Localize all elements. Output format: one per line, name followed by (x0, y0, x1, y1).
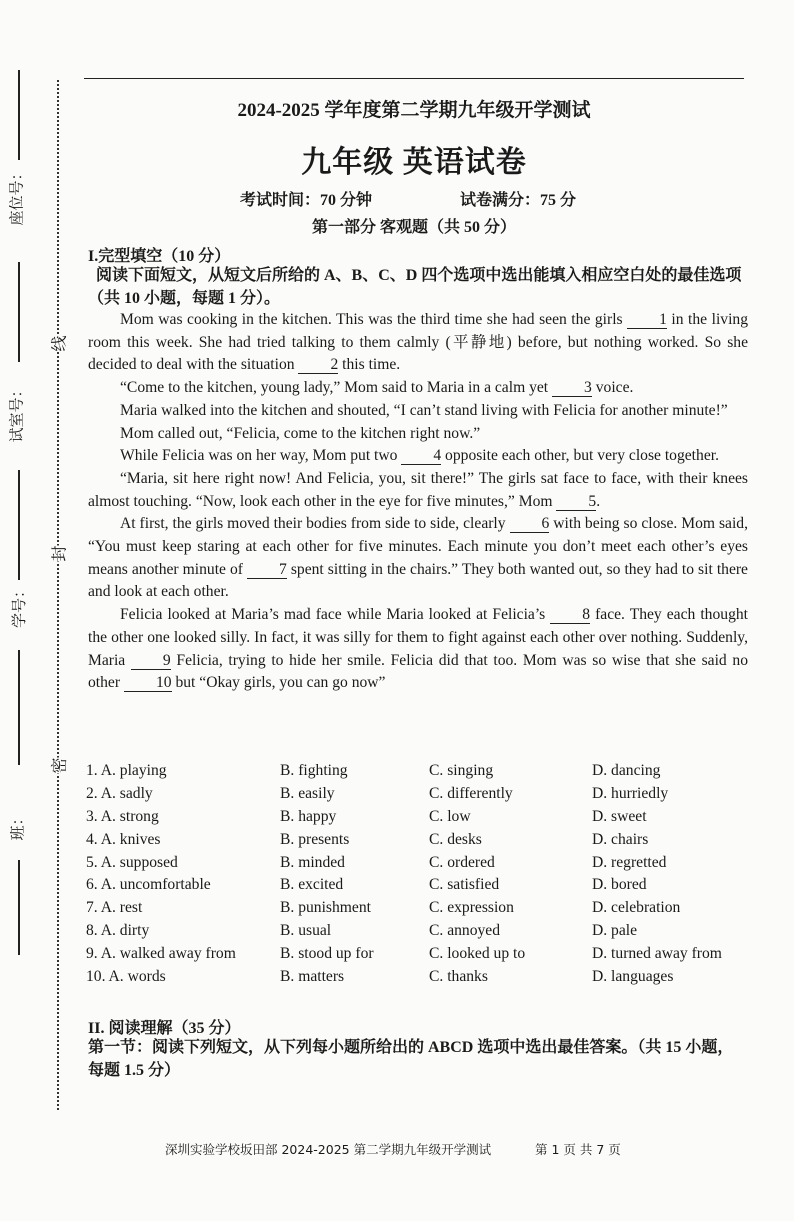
option-a: 10. A. words (86, 967, 166, 985)
option-b: B. fighting (280, 762, 348, 780)
paragraph: Mom was cooking in the kitchen. This was the third time she had seen the girls 1 in the living room this week. She had tried talking to them calmly (平静地) before, but nothing worked. So she decided to deal with the situation 2 this time. (88, 311, 749, 374)
exam-score: 试卷满分：75 分 (460, 192, 577, 209)
blank-4: 4 (401, 447, 441, 465)
blank-6: 6 (510, 515, 550, 533)
class-label: 班： (10, 810, 27, 841)
option-a: 9. A. walked away from (86, 944, 236, 962)
margin-line (18, 650, 20, 765)
option-b: B. easily (280, 785, 335, 803)
option-d: D. bored (592, 876, 647, 894)
option-a: 8. A. dirty (86, 921, 150, 939)
option-b: B. presents (280, 830, 350, 848)
option-b: B. matters (280, 967, 345, 985)
option-d: D. sweet (592, 807, 647, 825)
option-row (86, 897, 756, 920)
part-heading: 第一部分 客观题（共 50 分） (311, 219, 516, 236)
option-b: B. usual (280, 921, 332, 939)
paragraph: Mom called out, “Felicia, come to the kitchen right now.” (120, 424, 481, 442)
option-a: 6. A. uncomfortable (86, 876, 211, 894)
blank-2: 2 (298, 356, 338, 374)
binding-margin (0, 0, 70, 1221)
section1-heading: I.完型填空（10 分） (88, 248, 231, 265)
option-c: C. thanks (429, 967, 488, 985)
footer-school: 深圳实验学校坂田部 2024-2025 第二学期九年级开学测试 (165, 1142, 492, 1157)
binding-dotted-line (57, 80, 59, 1110)
cloze-passage (88, 309, 748, 695)
blank-1: 1 (627, 311, 667, 329)
option-c: C. desks (429, 830, 482, 848)
option-d: D. languages (592, 967, 674, 985)
options-list (86, 760, 756, 988)
option-b: B. punishment (280, 899, 371, 917)
section2-instruction: 第一节：阅读下列短文，从下列每小题所给出的 ABCD 选项中选出最佳答案。（共 15 小题，每题 1.5 分） (88, 1039, 734, 1079)
seat-label: 座位号： (9, 165, 26, 226)
section2-heading: II. 阅读理解（35 分） (88, 1020, 241, 1037)
paragraph: “Maria, sit here right now! And Felicia, you, sit there!” The girls sat face to face, with their knees almost touching. “Now, look each other in the eye for five minutes,” Mom 5. (88, 469, 748, 510)
blank-5: 5 (556, 493, 596, 511)
option-a: 2. A. sadly (86, 785, 153, 803)
option-a: 5. A. supposed (86, 853, 178, 871)
option-c: C. singing (429, 762, 494, 780)
paragraph: Maria walked into the kitchen and shouted, “I can’t stand living with Felicia for another minute!” (120, 401, 728, 419)
option-c: C. looked up to (429, 944, 526, 962)
option-row (86, 851, 756, 874)
paragraph: While Felicia was on her way, Mom put two 4 opposite each other, but very close together. (120, 447, 719, 465)
exam-time: 考试时间：70 分钟 (240, 192, 373, 209)
option-c: C. ordered (429, 853, 495, 871)
option-d: D. hurriedly (592, 785, 669, 803)
exam-title: 2024-2025 学年度第二学期九年级开学测试 (237, 100, 591, 121)
option-c: C. satisfied (429, 876, 500, 894)
option-c: C. expression (429, 899, 514, 917)
paragraph: “Come to the kitchen, young lady,” Mom said to Maria in a calm yet 3 voice. (120, 379, 634, 397)
option-c: C. annoyed (429, 921, 501, 939)
option-d: D. regretted (592, 853, 667, 871)
option-b: B. happy (280, 807, 337, 825)
paragraph: At first, the girls moved their bodies from side to side, clearly 6 with being so close. Mom said, “You must keep staring at each other for five minutes. Each minute you don’t meet each other’s eyes means another minute of 7 spent sitting in the chairs.” They both wanted out, so they had to sit there and look at each other. (88, 515, 748, 601)
option-row (86, 965, 756, 988)
option-b: B. excited (280, 876, 344, 894)
option-row (86, 920, 756, 943)
option-row (86, 942, 756, 965)
option-c: C. low (429, 807, 471, 825)
blank-10: 10 (124, 674, 172, 692)
blank-9: 9 (131, 652, 171, 670)
paragraph: Felicia looked at Maria’s mad face while Maria looked at Felicia’s 8 face. They each thought the other one looked silly. In fact, it was silly for them to fight against each other over nothing. Suddenly, Maria 9 Felicia, trying to hide her smile. Felicia did that too. Mom was so wise that she said no other 10 but “Okay girls, you can go now” (88, 606, 749, 692)
option-d: D. pale (592, 921, 638, 939)
bind-mark-line: 线 (45, 335, 72, 351)
header-rule (84, 78, 744, 79)
margin-line (18, 860, 20, 955)
blank-8: 8 (550, 606, 590, 624)
option-row (86, 760, 756, 783)
blank-3: 3 (552, 379, 592, 397)
option-b: B. minded (280, 853, 345, 871)
option-d: D. celebration (592, 899, 681, 917)
footer-page: 第 1 页 共 7 页 (535, 1142, 621, 1157)
margin-line (18, 262, 20, 362)
option-row (86, 828, 756, 851)
student-id-label: 学号： (12, 582, 29, 629)
bind-mark-secret: 密 (45, 757, 72, 773)
option-d: D. dancing (592, 762, 661, 780)
option-d: D. turned away from (592, 944, 722, 962)
option-row (86, 874, 756, 897)
option-row (86, 783, 756, 806)
option-a: 1. A. playing (86, 762, 167, 780)
blank-7: 7 (247, 561, 287, 579)
margin-line (18, 70, 20, 160)
margin-line (18, 470, 20, 580)
option-a: 4. A. knives (86, 830, 161, 848)
room-label: 试室号： (9, 382, 26, 443)
option-row (86, 806, 756, 829)
paper-title: 九年级 英语试卷 (301, 146, 527, 179)
option-a: 3. A. strong (86, 807, 159, 825)
bind-mark-seal: 封 (45, 545, 72, 561)
option-c: C. differently (429, 785, 513, 803)
section1-instruction: 阅读下面短文，从短文后所给的 A、B、C、D 四个选项中选出能填入相应空白处的最佳选项（共 10 小题，每题 1 分）。 (88, 267, 742, 307)
option-d: D. chairs (592, 830, 649, 848)
option-a: 7. A. rest (86, 899, 143, 917)
option-b: B. stood up for (280, 944, 374, 962)
